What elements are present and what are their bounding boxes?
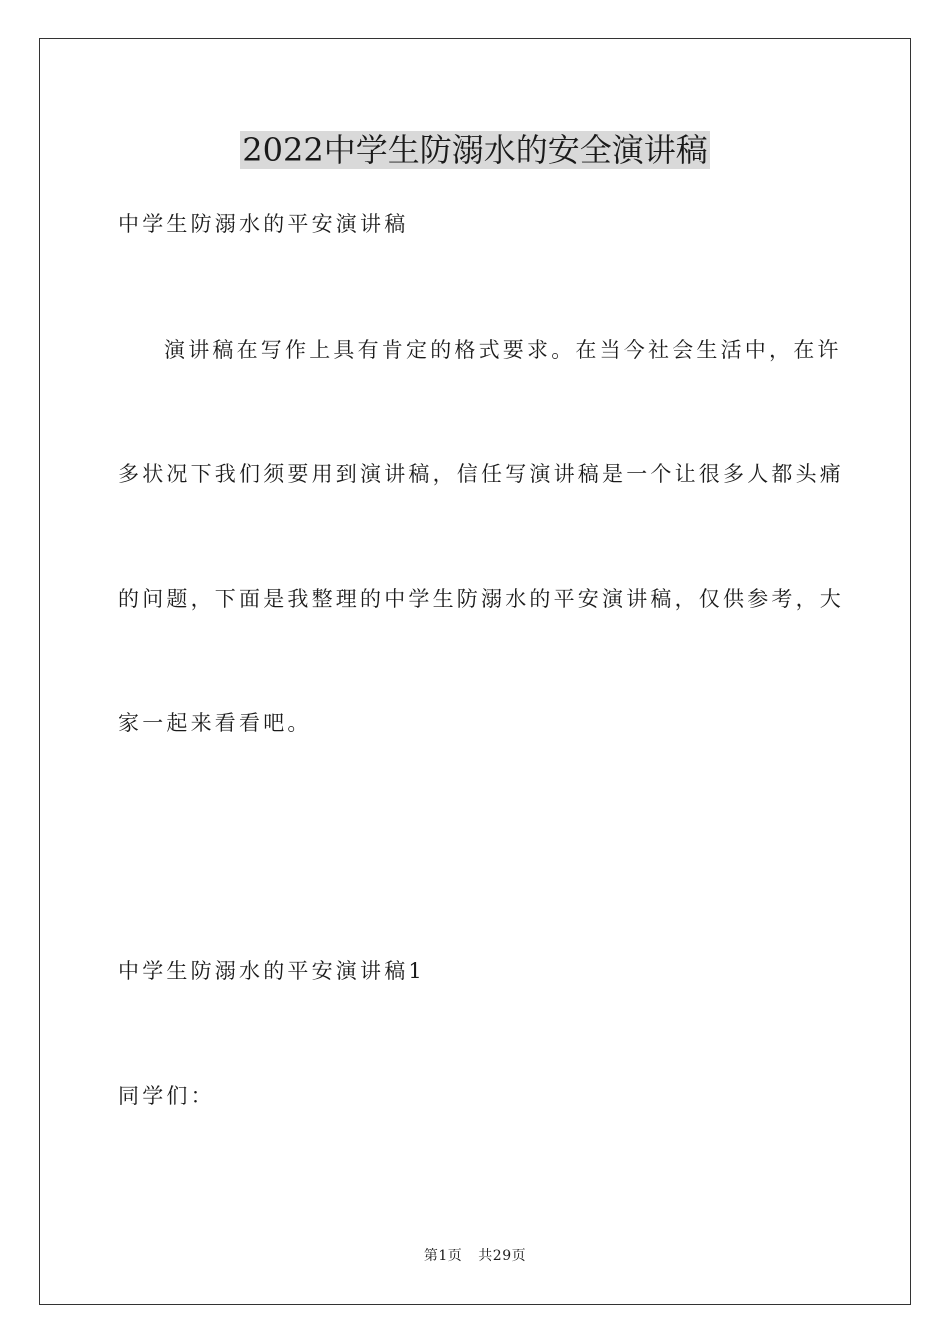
document-subtitle: 中学生防溺水的平安演讲稿: [118, 212, 409, 236]
page-footer: [0, 1246, 950, 1266]
document-title-text: 2022中学生防溺水的安全演讲稿: [242, 131, 708, 169]
paragraph-line-1: 演讲稿在写作上具有肯定的格式要求。在当今社会生活中，在许: [164, 338, 842, 362]
greeting-text: 同学们：: [118, 1084, 215, 1108]
paragraph-line-2: 多状况下我们须要用到演讲稿，信任写演讲稿是一个让很多人都头痛: [118, 462, 844, 486]
page-number-total: 共29页: [478, 1248, 527, 1264]
paragraph-line-4: 家一起来看看吧。: [118, 711, 312, 735]
page-number-current: 第1页: [423, 1248, 463, 1264]
document-title: [0, 124, 950, 176]
paragraph-line-3: 的问题，下面是我整理的中学生防溺水的平安演讲稿，仅供参考，大: [118, 587, 844, 611]
section-heading: 中学生防溺水的平安演讲稿1: [118, 959, 425, 983]
